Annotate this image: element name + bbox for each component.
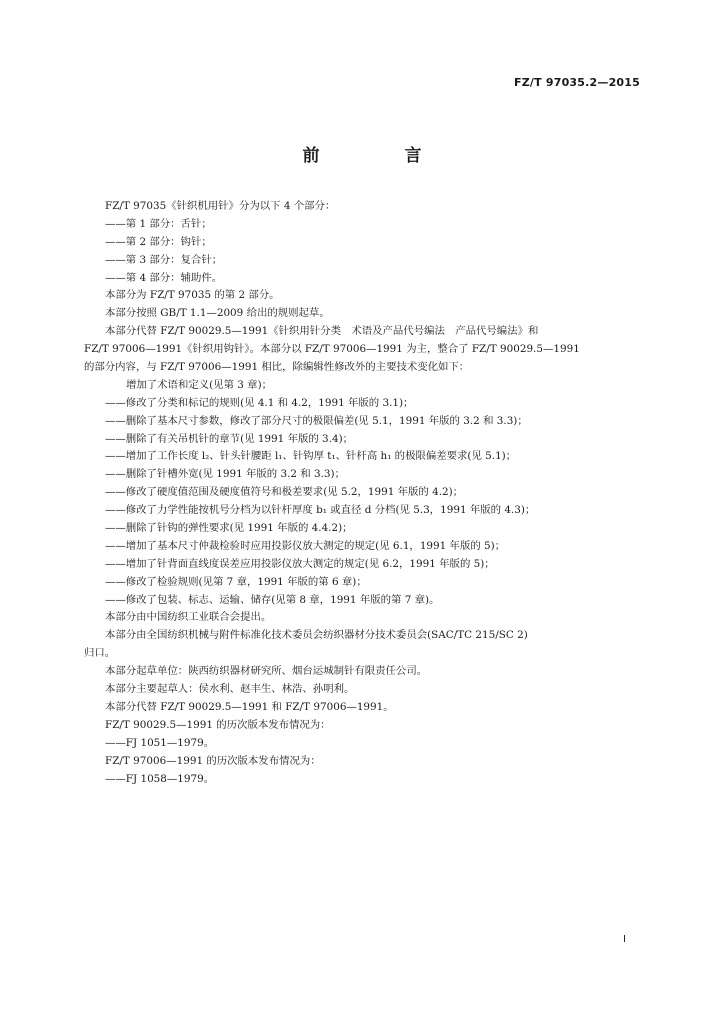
text-line: ——删除了基本尺寸参数，修改了部分尺寸的极限偏差(见 5.1，1991 年版的 3.2 和 3.3)； <box>105 414 528 427</box>
text-line: 本部分代替 FZ/T 90029.5—1991《针织用针分类 术语及产品代号编法 产品代号编法》和 <box>105 325 539 338</box>
text-line: ——增加了针背面直线度误差应用投影仪放大测定的规定(见 6.2，1991 年版的 5)； <box>105 557 495 570</box>
text-line: ——第 1 部分：舌针； <box>105 217 212 230</box>
text-line: FZ/T 97006—1991 的历次版本发布情况为： <box>105 754 321 767</box>
text-line: ——删除了针槽外宽(见 1991 年版的 3.2 和 3.3)； <box>105 468 345 481</box>
text-line: ——修改了检验规则(见第 7 章，1991 年版的第 6 章)； <box>105 575 367 588</box>
text-line: 本部分按照 GB/T 1.1—2009 给出的规则起草。 <box>105 307 330 320</box>
text-line: 本部分为 FZ/T 97035 的第 2 部分。 <box>105 289 280 302</box>
text-line: 本部分由中国纺织工业联合会提出。 <box>105 611 272 624</box>
text-line: FZ/T 90029.5—1991 的历次版本发布情况为： <box>105 718 331 731</box>
text-line: FZ/T 97006—1991《针织用钩针》。本部分以 FZ/T 97006—1991 为主，整合了 FZ/T 90029.5—1991 <box>84 343 580 356</box>
text-line: ——增加了基本尺寸仲裁检验时应用投影仪放大测定的规定(见 6.1，1991 年版的 5)； <box>105 539 506 552</box>
text-line: ——第 2 部分：钩针； <box>105 235 212 248</box>
page-number: I <box>623 934 626 945</box>
document-code: FZ/T 97035.2—2015 <box>514 76 640 89</box>
text-line: ——修改了力学性能按机号分档为以针杆厚度 b₁ 或直径 d 分档(见 5.3，1991 年版的 4.3)； <box>105 504 536 517</box>
text-line: 的部分内容，与 FZ/T 97006—1991 相比，除编辑性修改外的主要技术变化如下： <box>84 361 470 374</box>
text-line: FZ/T 97035《针织机用针》分为以下 4 个部分： <box>105 200 336 212</box>
text-line: 本部分代替 FZ/T 90029.5—1991 和 FZ/T 97006—1991。 <box>105 700 394 713</box>
text-line: ——FJ 1051—1979。 <box>105 736 215 749</box>
text-line: ——修改了硬度值范围及硬度值符号和极差要求(见 5.2，1991 年版的 4.2)； <box>105 486 464 499</box>
text-line: ——增加了工作长度 l₂、针头针腰距 l₁、针钩厚 t₁、针杆高 h₁ 的极限偏差要求(见 5.1)； <box>105 450 517 463</box>
foreword-body <box>84 198 640 788</box>
text-line: ——第 3 部分：复合针； <box>105 253 223 266</box>
text-line: ——FJ 1058—1979。 <box>105 772 215 785</box>
text-line: ——修改了分类和标记的规则(见 4.1 和 4.2，1991 年版的 3.1)； <box>105 396 414 409</box>
text-line: ——第 4 部分：辅助件。 <box>105 271 223 284</box>
page-title: 前 言 <box>302 146 456 166</box>
text-line: ——删除了有关吊机针的章节(见 1991 年版的 3.4)； <box>105 432 354 445</box>
text-line: ——修改了包装、标志、运输、储存(见第 8 章，1991 年版的第 7 章)。 <box>105 593 440 606</box>
text-line: 增加了术语和定义(见第 3 章)； <box>126 378 273 391</box>
text-line: 归口。 <box>84 647 116 660</box>
text-line: 本部分起草单位：陕西纺织器材研究所、烟台运城制针有限责任公司。 <box>105 665 428 678</box>
text-line: ——删除了针钩的弹性要求(见 1991 年版的 4.4.2)； <box>105 522 353 535</box>
text-line: 本部分由全国纺织机械与附件标准化技术委员会纺织器材分技术委员会(SAC/TC 215/SC 2) <box>105 629 528 642</box>
text-line: 本部分主要起草人：侯水利、赵丰生、林浩、孙明利。 <box>105 683 355 696</box>
